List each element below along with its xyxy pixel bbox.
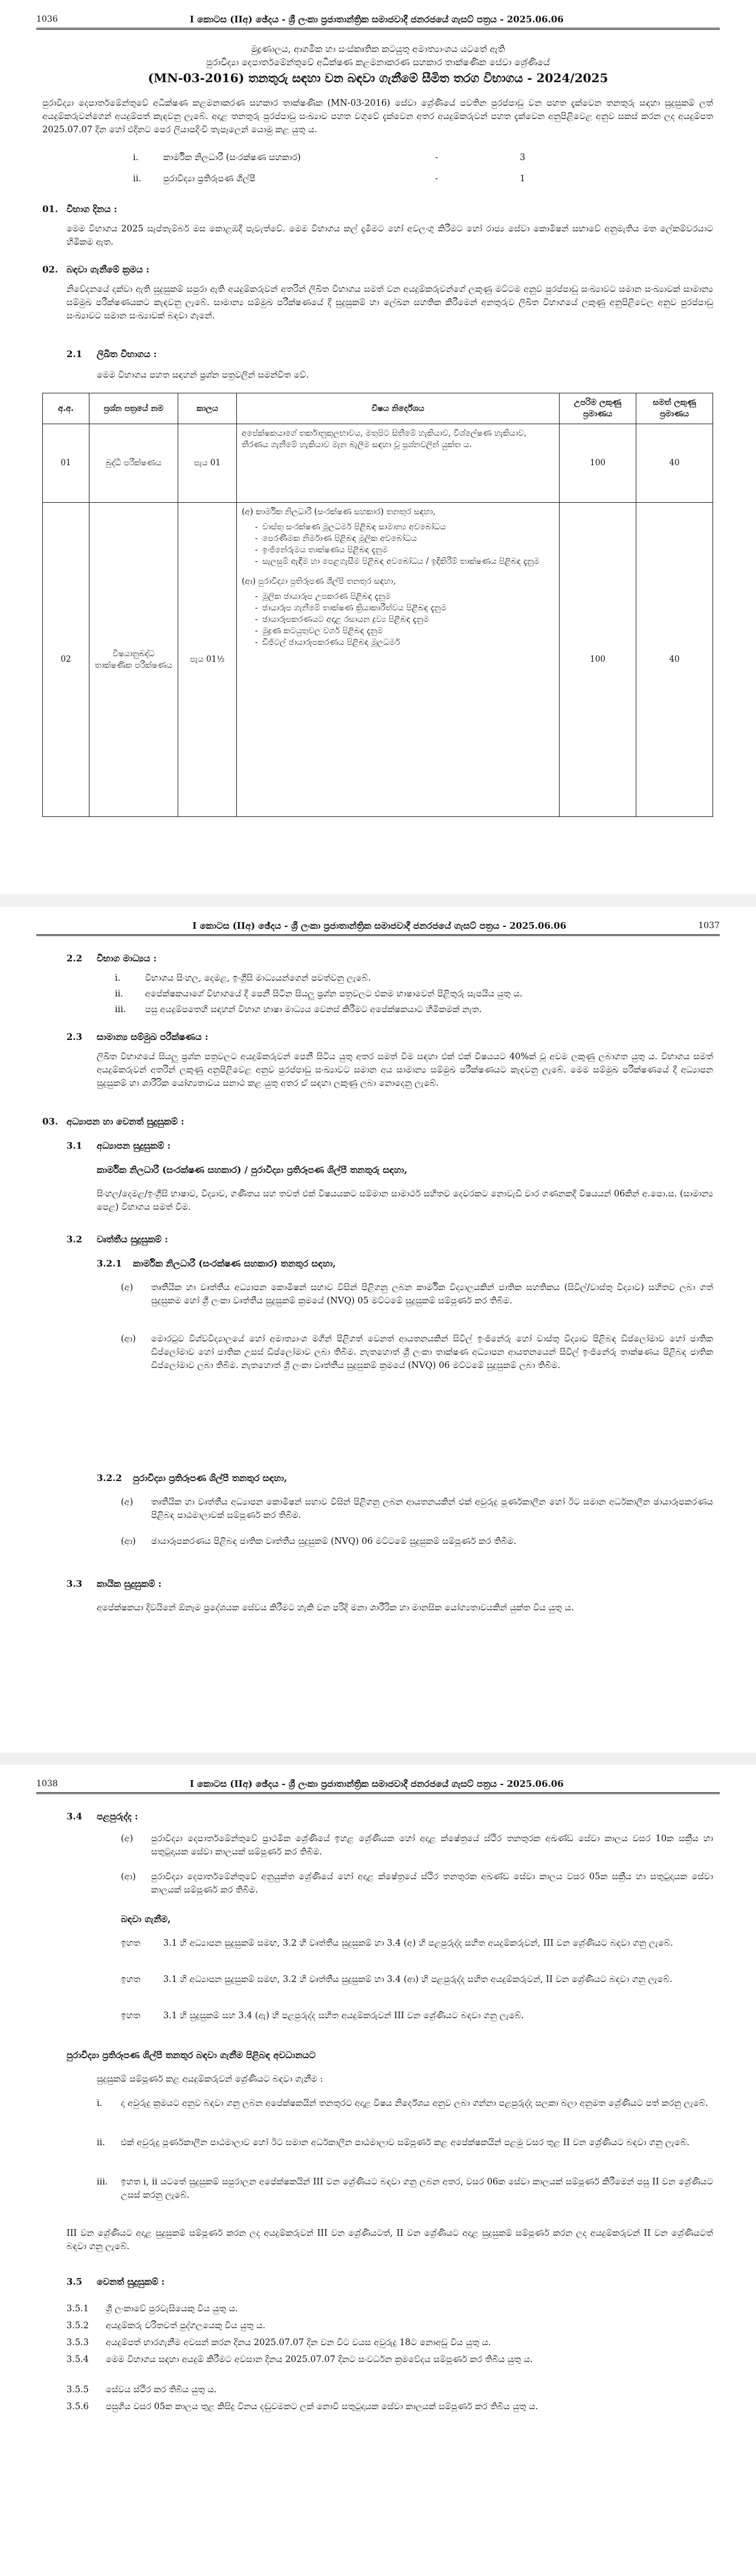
table-row	[43, 503, 713, 817]
paper-name: විෂයානුබද්ධ තාක්ෂණික පරීක්ෂණය	[89, 503, 178, 817]
row-number: 02	[43, 503, 89, 817]
section-number: 3.1	[66, 1140, 83, 1151]
post-dash: -	[435, 153, 438, 163]
media-item: විභාගය සිංහල, දෙමළ, ඉංග්‍රීසි මාධ්‍යයන්ගෙන් පවත්වනු ලැබේ.	[145, 973, 371, 983]
column-header: කාලය	[178, 393, 237, 424]
paper-time: පැය 01	[178, 424, 237, 503]
pass-marks: 40	[636, 424, 713, 503]
list-marker: iii.	[115, 1005, 126, 1015]
section-title: පළපුරුද්ද :	[97, 1811, 138, 1822]
list-marker: 3.5.4	[66, 2355, 89, 2365]
paper-time: පැය 01½	[178, 503, 237, 817]
section-title: ලිඛිත විභාගය :	[97, 349, 157, 360]
section-number: 2.3	[66, 1031, 83, 1042]
qualification-item: තෘතීයික හා වෘත්තීය අධ්‍යාපන කොමිෂන් සභාව විසින් පිළිගනු ලබන ආයතනයකින් එක් අවුරුදු පූර්ණකාලීන හෝ ඊට සමාන අර්ධකාලීන ඡායාරූපකරණය පිළිබඳ පාඨමාලාවක් සම්පූර්ණ කර තිබීම.	[151, 1497, 713, 1520]
post-name: පුරාවිද්‍යා ප්‍රතිරූපණ ශිල්පී	[163, 174, 256, 184]
list-marker: (අ)	[121, 1834, 134, 1844]
section-number: 3.2.2	[97, 1473, 122, 1483]
section-number: 03.	[42, 1116, 59, 1127]
section-number: 3.2	[66, 1234, 83, 1245]
syllabus-part-a-title: (අ) කාර්මික නිලධාරී (සංරක්ෂණ සහකාර) තනතුර සඳහා,	[242, 507, 436, 517]
recruitment-item: 3.1 හි අධ්‍යාපන සුදුසුකම් සමඟ, 3.2 හි වෘත්තීය සුදුසුකම් හා 3.4 (ආ) හි පළපුරුද්ද සහිත අයදුම්කරුවන්, II වන ශ්‍රේණියට බඳවා ගනු ලැබේ.	[163, 1975, 673, 1984]
row-number: 01	[43, 424, 89, 503]
qualification-item: ඡායාරූපකරණය පිළිබඳ ජාතික වෘත්තීය සුදුසුකම් (NVQ) 06 මට්ටමේ සුදුසුකම් සම්පූර්ණ කර තිබීම.	[151, 1537, 517, 1546]
max-marks: 100	[560, 503, 636, 817]
syllabus	[237, 503, 560, 817]
list-marker: (ආ)	[121, 1537, 136, 1546]
list-item: - වාස්තු සංරක්ෂණ මූලධර්ම පිළිබඳ සාමාන්‍ය අවබෝධය	[262, 521, 554, 533]
list-item: - මූලික ඡායාරූප උපකරණ පිළිබඳ දැනුම	[262, 591, 554, 602]
media-item: පසු අයදුම්පතෙහි සඳහන් විභාග භාෂා මාධ්‍යය වෙනස් කිරීමට අපේක්ෂකයාට හිමිකමක් නැත.	[145, 1005, 482, 1015]
section-number: 02.	[42, 264, 59, 275]
section-number: 2.1	[66, 349, 83, 360]
section-title: සාමාන්‍ය සම්මුඛ පරීක්ෂණය :	[97, 1031, 208, 1042]
syllabus: අපේක්ෂකයාගේ තර්කානුකූලභාවය, මතුපිට සිතීමේ හැකියාව, විශ්ලේෂණ හැකියාව, තීරණය ගැනීමේ හැකියාව මැන බැලීම සඳහා වූ ප්‍රශ්නවලින් යුක්ත ය.	[237, 424, 560, 503]
subsection-title: කාර්මික නිලධාරී (සංරක්ෂණ සහකාර) / පුරාවිද්‍යා ප්‍රතිරූපණ ශිල්පී තනතුරු සඳහා,	[97, 1164, 407, 1175]
section-body: නිවේදනයේ දක්වා ඇති සුදුසුකම් සපුරා ඇති අයදුම්කරුවන් අතරින් ලිඛිත විභාගය සමත් වන අයදුම්කරුවන්ගේ ලකුණු මට්ටම අනුව පුරප්පාඩු සංඛ්‍යාවට සමාන සංඛ්‍යාවක් සාමාන්‍ය සම්මුඛ පරීක්ෂණයකට කැඳවනු ලැබේ. සාමාන්‍ය සම්මුඛ පරීක්ෂණයේ දී සුදුසුකම් හා ලේඛන සහතික කිරීමෙන් අනතුරුව ලිඛිත විභාගයේ ලකුණු අනුපිළිවෙල අනුව පුරප්පාඩු සංඛ්‍යාවට සමාන සංඛ්‍යාවක් බඳවා ගැනේ.	[66, 285, 714, 321]
list-item: - ඉංජිනේරුමය තාක්ෂණය පිළිබඳ දැනුම	[262, 544, 554, 556]
header-title: I කොටස (IIඅ) ඡේදය - ශ්‍රී ලංකා ප්‍රජාතාන්ත්‍රික සමාජවාදී ජනරජයේ ගැසට් පත්‍රය - 2025.06.06	[189, 1778, 564, 1789]
list-marker: 3.5.2	[66, 2321, 89, 2331]
list-marker: (අ)	[121, 1497, 134, 1507]
section-number: 3.3	[66, 1578, 83, 1589]
list-item: - ඡායාරූප ගැනීමේ තාක්ෂණ ක්‍රියාකාරීත්වය පිළිබඳ දැනුම	[262, 602, 554, 614]
post-dash: -	[435, 174, 438, 184]
syllabus-part-b-list	[254, 591, 554, 648]
column-header: උපරිම ලකුණු ප්‍රමාණය	[560, 393, 636, 424]
section-number: 3.5	[66, 2276, 83, 2287]
list-marker: ඉහත	[121, 1938, 141, 1948]
note-title: පුරාවිද්‍යා ප්‍රතිරූපණ ශිල්පී තනතුර බඳවා ගැනීම පිළිබඳ අවධානයට	[66, 2050, 316, 2061]
post-count: 3	[520, 153, 526, 163]
section-body: අපේක්ෂකයා දිවයිනේ ඕනෑම ප්‍රදේශයක සේවය කිරීමට හැකි වන පරිදි මනා ශාරීරික හා මානසික යෝග්‍යතාවයකින් යුක්ත විය යුතු ය.	[97, 1603, 574, 1613]
post-no: ii.	[133, 174, 141, 184]
list-marker: ඉහත	[121, 1975, 141, 1984]
other-item: අයදුම්පත් භාරගැනීම අවසන් කරන දිනය 2025.07.07 දින වන විට වයස අවුරුදු 18ට නොඅඩු විය යුතු ය.	[106, 2338, 491, 2348]
list-marker: ii.	[115, 989, 123, 999]
recruitment-item: 3.1 හි සුදුසුකම් සහ 3.4 (ඇ) හි පළපුරුද්ද සහිත අයදුම්කරුවන් III වන ශ්‍රේණියට බඳවා ගනු ලැබේ.	[163, 2011, 524, 2021]
list-marker: ඉහත	[121, 2011, 141, 2021]
list-item: - සැලසුම් ඇඳීම හා පෙළගැසීම පිළිබඳ අවබෝධය / ඉදිකිරීම් තාක්ෂණය පිළිබඳ දැනුම	[262, 556, 554, 567]
list-item: - ඡායාරූපකරණයට අදාළ රසායන ද්‍රව්‍ය පිළිබඳ දැනුම	[262, 614, 554, 625]
other-item: මෙම විභාගය සඳහා අයදුම් කිරීමට අවසාන දිනය 2025.07.07 දිනට සංවර්ධන ක්‍රමවේදය සම්පූර්ණ කර තිබිය යුතු ය.	[106, 2355, 533, 2365]
exam-papers-table	[42, 393, 713, 817]
section-number: 01.	[42, 204, 59, 215]
note-item: එක් අවුරුදු පූර්ණකාලීන පාඨමාලාව හෝ ඊට සමාන අර්ධකාලීන පාඨමාලාව සම්පූර්ණ කළ අපේක්ෂකයින් පළමු වසර තුළ II වන ශ්‍රේණියට බඳවා ගනු ලැබේ.	[121, 2138, 690, 2148]
title-line-2: පුරාවිද්‍යා දෙපාර්තමේන්තුවේ අධීක්ෂණ කළමනාකරණ සහකාර තාක්ෂණික සේවා ශ්‍රේණියේ	[206, 57, 550, 68]
notice-title	[91, 42, 665, 87]
section-body: ලිඛිත විභාගයේ සියලු ප්‍රශ්න පත්‍රවලට අයදුම්කරුවන් පෙනී සිටිය යුතු අතර සමත් වීම සඳහා එක් එක් විෂයයට 40%ක් වූ අවම ලකුණු ලබාගත යුතු ය. විභාගය සමත් අයදුම්කරුවන් අතරින් ලකුණු අනුපිළිවෙළ අනුව පුරප්පාඩු සංඛ්‍යාවට සමාන අය සාමාන්‍ය සම්මුඛ පරීක්ෂණයට කැඳවනු ලැබේ. මෙම සම්මුඛ පරීක්ෂණයේ දී අධ්‍යාපන සුදුසුකම් හා ශාරීරික යෝග්‍යතාවය සනාථ කළ යුතු අතර ඒ සඳහා ලකුණු ලබා නොදෙනු ලැබේ.	[97, 1052, 713, 1088]
page-separator	[0, 894, 756, 906]
post-name: කාර්මික නිලධාරී (සංරක්ෂණ සහකාර)	[163, 153, 301, 163]
list-item: - මුද්‍රණ කටයුතුවල වර්ග පිළිබඳ දැනුම	[262, 625, 554, 637]
paper-name: බුද්ධි පරීක්ෂණය	[89, 424, 178, 503]
list-marker: (ආ)	[121, 1334, 136, 1344]
page-number: 1036	[36, 15, 58, 24]
max-marks: 100	[560, 424, 636, 503]
list-marker: (අ)	[121, 1283, 134, 1293]
section-number: 3.4	[66, 1811, 83, 1822]
post-no: i.	[133, 153, 139, 163]
section-title: කායික සුදුසුකම් :	[97, 1578, 162, 1589]
section-body: මෙම විභාගය 2025 සැප්තැම්බර් මස කොළඹදී පැවැත්වේ. මෙම විභාගය කල් දැමීමට හෝ අවලංගු කිරීමට හෝ රාජ්‍ය සේවා කොමිෂන් සභාවේ අනුමැතිය මත ලේකම්වරයාට හිමිකම ඇත.	[66, 224, 713, 247]
list-marker: 3.5.6	[66, 2402, 89, 2412]
page-header	[36, 917, 720, 936]
experience-item: පුරාවිද්‍යා දෙපාර්තමේන්තුවේ ප්‍රාථමික ශ්‍රේණියේ ඉහළ ශ්‍රේණියක හෝ අදාළ ක්ෂේත්‍රයේ ස්ථිර තනතුරක අඛණ්ඩ සේවා කාලය වසර 10ක සක්‍රීය හා සතුටුදායක සේවා කාලයක් සම්පූර්ණ කර තිබීම.	[151, 1834, 713, 1857]
column-header: ප්‍රශ්න පත්‍රයේ නම	[89, 393, 178, 424]
page-header	[36, 1775, 720, 1794]
pass-marks: 40	[636, 503, 713, 817]
other-item: අයදුම්කරු චරිතවත් පුද්ගලයෙකු විය යුතු ය.	[106, 2321, 266, 2331]
note-item: ඉහත i, ii යටතේ සුදුසුකම් සපුරාලන අපේක්ෂකයින් III වන ශ්‍රේණියට බඳවා ගනු ලබන අතර, වසර 06ක සේවා කාලයක් සම්පූර්ණ කිරීමෙන් පසු II වන ශ්‍රේණියට උසස් කරනු ලැබේ.	[121, 2177, 713, 2200]
column-header: අ.අ.	[43, 393, 89, 424]
section-title: අධ්‍යාපන හා වෙනත් සුදුසුකම් :	[66, 1116, 184, 1127]
list-marker: i.	[97, 2099, 103, 2108]
page-number: 1037	[698, 921, 720, 931]
list-item: - පෙරණීමක නිර්මාණ පිළිබඳ මූලික අවබෝධය	[262, 533, 554, 544]
section-title: කාර්මික නිලධාරී (සංරක්ෂණ සහකාර) තනතුර සඳහා,	[133, 1258, 336, 1269]
media-item: අපේක්ෂකයාගේ විභාගයේ දී පෙනී සිටින සියලු ප්‍රශ්න පත්‍රවලට එකම භාෂාවෙන් පිළිතුරු සැපයිය යුතු ය.	[145, 989, 523, 999]
page-number: 1038	[36, 1779, 58, 1789]
page-separator	[0, 1752, 756, 1764]
section-body: මෙම විභාගය පහත සඳහන් ප්‍රශ්න පත්‍රවලින් සමන්විත වේ.	[97, 370, 309, 380]
table-header-row	[43, 393, 713, 424]
syllabus-part-a-list	[254, 521, 554, 567]
header-title: I කොටස (IIඅ) ඡේදය - ශ්‍රී ලංකා ප්‍රජාතාන්ත්‍රික සමාජවාදී ජනරජයේ ගැසට් පත්‍රය - 2025.06.06	[189, 14, 564, 25]
note-intro: සුදුසුකම් සම්පූර්ණ කළ අයදුම්කරුවන් ශ්‍රේණියට බඳවා ගැනීම :	[97, 2074, 323, 2084]
syllabus-part-b-title: (ආ) පුරාවිද්‍යා ප්‍රතිරූපණ ශිල්පී තනතුර සඳහා,	[242, 576, 396, 586]
section-title: පුරාවිද්‍යා ප්‍රතිරූපණ ශිල්පී තනතුර සඳහා,	[133, 1473, 288, 1483]
title-line-3: (MN-03-2016) තනතුරු සඳහා වන බඳවා ගැනීමේ සීමිත තරග විභාගය - 2024/2025	[147, 71, 609, 85]
note-item: දෘ අවුරුදු ක්‍රමයට අනුව බඳවා ගනු ලබන අපේක්ෂකයින් තනතුරට අදාළ විෂය නිර්දේශය අනුව ලබා ගන්නා පළපුරුද්ද සලකා බලා අනුමත ශ්‍රේණියට පත් කරනු ලැබේ.	[121, 2099, 708, 2108]
table-row	[43, 424, 713, 503]
column-header: සමත් ලකුණු ප්‍රමාණය	[636, 393, 713, 424]
subsection-title: බඳවා ගැනීම,	[121, 1914, 171, 1925]
title-line-1: මුද්‍රණාලය, ආගමික හා සංස්කෘතික කටයුතු අමාත්‍යාංශය යටතේ ඇති	[251, 44, 505, 54]
recruitment-item: 3.1 හි අධ්‍යාපන සුදුසුකම් සමඟ, 3.2 හි වෘත්තීය සුදුසුකම් හා 3.4 (අ) හි පළපුරුද්ද සහිත අයදුම්කරුවන්, III වන ශ්‍රේණියට බඳවා ගනු ලැබේ.	[163, 1938, 673, 1948]
list-marker: 3.5.1	[66, 2304, 89, 2314]
post-count: 1	[520, 174, 526, 184]
gazette-page-1036	[0, 0, 756, 894]
section-title: විභාග දිනය :	[66, 204, 117, 215]
list-marker: ii.	[97, 2138, 105, 2148]
section-number: 2.2	[66, 953, 83, 964]
section-title: අධ්‍යාපන සුදුසුකම් :	[97, 1140, 171, 1151]
intro-paragraph: පුරාවිද්‍යා දෙපාර්තමේන්තුවේ අධීක්ෂණ කළමනාකරණ සහකාර තාක්ෂණික (MN-03-2016) සේවා ශ්‍රේණියේ පවතින පුරප්පාඩු වන පහත දැක්වෙන තනතුරු සඳහා සුදුසුකම් ලත් අයදුම්කරුවන්ගෙන් අයදුම්පත් කැඳවනු ලැබේ. අදාළ තනතුරු පුරප්පාඩු සංඛ්‍යාව පහත වගුවේ දැක්වෙන අතර අයදුම්කරුවන් පහත දැක්වෙන අනුපිළිවෙළ අනුව සකස් කරන ලද අයදුම්පත 2025.07.07 දින හෝ එදිනට පෙර ලියාපදිංචි තැපෑලෙන් යොමු කළ යුතු ය.	[42, 98, 713, 135]
gazette-page-1038	[0, 1764, 756, 2576]
list-marker: iii.	[97, 2177, 108, 2187]
column-header: විෂය නිර්දේශය	[237, 393, 560, 424]
list-marker: 3.5.5	[66, 2385, 89, 2395]
page-header	[36, 11, 720, 30]
section-title: විභාග මාධ්‍යය :	[97, 953, 157, 964]
closing-paragraph: III වන ශ්‍රේණියට අදාළ සුදුසුකම් සම්පූර්ණ කරන ලද අයදුම්කරුවන් III වන ශ්‍රේණියටත්, II වන ශ්‍රේණියට අදාළ සුදුසුකම් සම්පූර්ණ කරන ලද අයදුම්කරුවන් II වන ශ්‍රේණියටත් බඳවා ගනු ලැබේ.	[66, 2229, 713, 2252]
qualification-item: තෘතීයික හා වෘත්තීය අධ්‍යාපන කොමිෂන් සභාව විසින් පිළිගනු ලබන කාර්මික විද්‍යාලයකින් ජාතික සහතිකය (සිවිල්/වාස්තු විද්‍යාව) සහිතව ලබා ගත් සුදුසුකම හෝ ශ්‍රී ලංකා වෘත්තීය සුදුසුකම් ක්‍රමයේ (NVQ) 05 මට්ටමේ සුදුසුකම් සම්පූර්ණ කර තිබීම.	[151, 1283, 713, 1306]
list-marker: i.	[115, 973, 121, 983]
section-title: වෘත්තීය සුදුසුකම් :	[97, 1234, 169, 1245]
list-marker: (ආ)	[121, 1872, 136, 1882]
section-title: වෙනත් සුදුසුකම් :	[97, 2276, 165, 2287]
gazette-page-1037	[0, 906, 756, 1752]
experience-item: පුරාවිද්‍යා දෙපාර්තමේන්තුවේ අනුයුක්ත ශ්‍රේණියේ හෝ අදාළ ක්ෂේත්‍රයේ ස්ථිර තනතුරක අඛණ්ඩ සේවා කාලය වසර 05ක සක්‍රීය හා සතුටුදායක සේවා කාලයක් සම්පූර්ණ කර තිබීම.	[151, 1872, 713, 1895]
header-title: I කොටස (IIඅ) ඡේදය - ශ්‍රී ලංකා ප්‍රජාතාන්ත්‍රික සමාජවාදී ජනරජයේ ගැසට් පත්‍රය - 2025.06.06	[192, 920, 567, 931]
list-marker: 3.5.3	[66, 2338, 89, 2348]
section-title: බඳවා ගැනීමේ ක්‍රමය :	[66, 264, 150, 275]
list-item: - ඩිජිටල් ඡායාරූපකරණය පිළිබඳ මූලධර්ම	[262, 637, 554, 648]
section-body: සිංහල/දෙමළ/ඉංග්‍රීසි භාෂාව, විද්‍යාව, ගණිතය සහ තවත් එක් විෂයයකට සම්මාන සාමාර්ථ සහිතව දෙවරකට නොවැඩි වාර ගණනකදී විෂයයන් 06කින් අ.පො.ස. (සාමාන්‍ය පෙළ) විභාගය සමත් වීම.	[97, 1189, 713, 1212]
section-number: 3.2.1	[97, 1258, 122, 1269]
other-item: ශ්‍රී ලංකාවේ පුරවැසියෙකු විය යුතු ය.	[106, 2304, 238, 2314]
qualification-item: මොරටුව විශ්වවිද්‍යාලයේ හෝ අමාත්‍යාංශ මගින් පිළිගත් වෙනත් ආයතනයකින් සිවිල් ඉංජිනේරු හෝ වාස්තු විද්‍යාව පිළිබඳ ඩිප්ලෝමාව හෝ ජාතික ඩිප්ලෝමාව හෝ ජාතික උසස් ඩිප්ලෝමාව ලබා තිබීම. නැතහොත් ශ්‍රී ලංකා තාක්ෂණ අධ්‍යාපන ආයතනයෙන් සිවිල් ඉංජිනේරු තාක්ෂණය පිළිබඳ ජාතික ඩිප්ලෝමාව ලබා තිබීම. නැතහොත් ශ්‍රී ලංකා වෘත්තීය සුදුසුකම් ක්‍රමයේ (NVQ) 06 මට්ටමේ සුදුසුකම් ලබා තිබීම.	[151, 1334, 713, 1370]
other-item: පසුගිය වසර 05ක කාලය තුළ කිසිදු විනය දඬුවමකට ලක් නොවී සතුටුදායක සේවා කාලයක් සම්පූර්ණ කර තිබිය යුතු ය.	[106, 2402, 538, 2412]
other-item: සේවය ස්ථිර කර තිබිය යුතු ය.	[106, 2385, 217, 2395]
